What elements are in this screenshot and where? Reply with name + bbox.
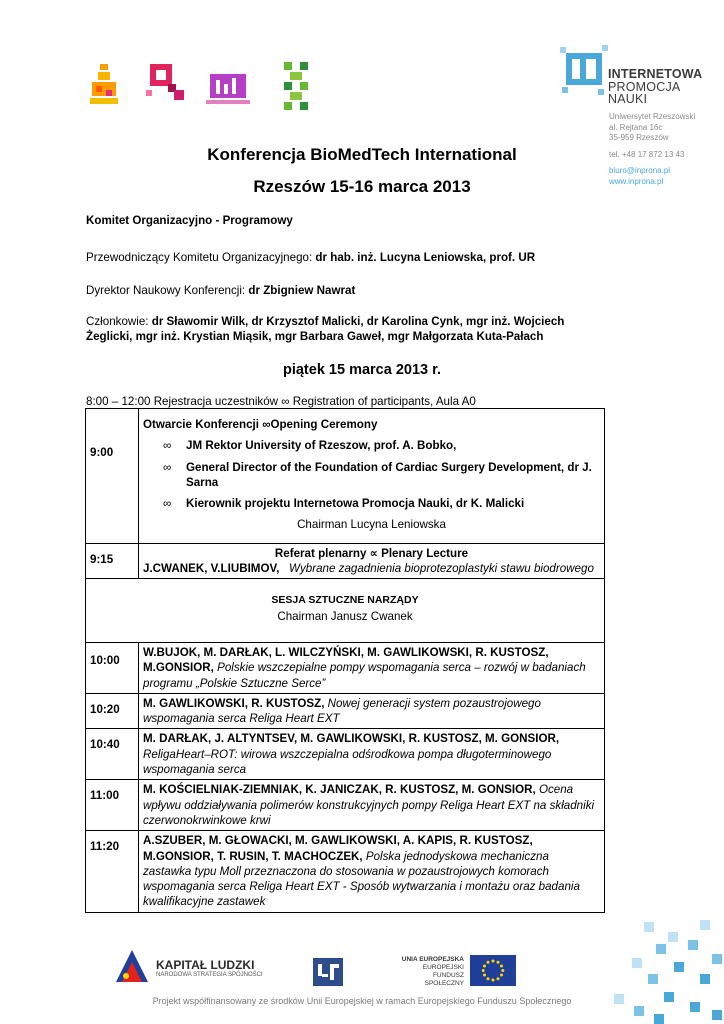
science-icons-logo xyxy=(88,60,328,116)
dna-icon xyxy=(284,62,308,110)
table-row xyxy=(86,729,605,780)
university-logo-icon xyxy=(313,958,343,986)
eu-flag-icon xyxy=(470,955,516,986)
table-row xyxy=(86,543,605,579)
time-cell: 9:00 xyxy=(86,409,139,544)
session-heading: SESJA SZTUCZNE NARZĄDY xyxy=(271,594,419,607)
table-row xyxy=(86,780,605,831)
table-row xyxy=(86,831,605,912)
opening-speakers xyxy=(143,438,600,511)
opening-chairman: Chairman Lucyna Leniowska xyxy=(297,518,446,532)
kapital-ludzki-title: KAPITAŁ LUDZKI xyxy=(156,958,255,972)
program-table xyxy=(85,408,605,913)
list-item: ∞ General Director of the Foundation of Cardiac Surgery Development, dr J. Sarna xyxy=(163,460,592,489)
committee-heading: Komitet Organizacyjno - Programowy xyxy=(86,214,293,227)
eu-text: UNIA EUROPEJSKA EUROPEJSKI FUNDUSZ SPOŁECZNY xyxy=(401,956,464,987)
list-item: ∞ JM Rektor University of Rzeszow, prof. A. Bobko, xyxy=(163,439,457,453)
committee-chair: Przewodniczący Komitetu Organizacyjnego: dr hab. inż. Lucyna Leniowska, prof. UR xyxy=(86,251,536,264)
list-item: ∞ Kierownik projektu Internetowa Promocja Nauki, dr K. Malicki xyxy=(163,497,525,511)
phone: tel. +48 17 872 13 43 xyxy=(609,149,685,159)
decorative-squares-icon xyxy=(604,918,724,1024)
website-link[interactable]: www.inprona.pl xyxy=(609,176,664,186)
magnifier-icon xyxy=(146,64,184,100)
footer-note: Projekt współfinansowany ze środków Unii Europejskiej w ramach Europejskiego Funduszu Społecznego xyxy=(152,996,572,1006)
kapital-ludzki-subtitle: NARODOWA STRATEGIA SPÓJNOŚCI xyxy=(156,972,263,978)
email-link[interactable]: biuro@inprona.pl xyxy=(609,166,671,175)
talk-cell: M. GAWLIKOWSKI, R. KUSTOSZ, Nowej generacji system pozaustrojowego wspomagania serca Religa Heart EXT xyxy=(139,693,605,729)
kapital-ludzki-logo-icon xyxy=(112,946,152,986)
session-cell xyxy=(86,579,605,643)
committee-members: Członkowie: dr Sławomir Wilk, dr Krzysztof Malicki, dr Karolina Cynk, mgr inż. Wojciech Żeglicki, mgr inż. Krystian Miąsik, mgr Barbara Gaweł, mgr Małgorzata Kuta-Pałach xyxy=(86,315,565,343)
talk-cell: W.BUJOK, M. DARŁAK, L. WILCZYŃSKI, M. GAWLIKOWSKI, R. KUSTOSZ, M.GONSIOR, Polskie wszczepialne pompy wspomagania serca – rozwój w badaniach programu „Polskie Sztuczne Serce” xyxy=(139,642,605,693)
address-line: 35-959 Rzeszów xyxy=(609,133,669,142)
time-cell: 9:15 xyxy=(86,543,139,579)
page-subtitle: Rzeszów 15-16 marca 2013 xyxy=(253,177,471,196)
time-cell: 10:00 xyxy=(86,642,139,693)
time-cell: 11:00 xyxy=(86,780,139,831)
scientific-director: Dyrektor Naukowy Konferencji: dr Zbigniew Nawrat xyxy=(86,284,356,297)
plenary-lecture: J.CWANEK, V.LIUBIMOV, Wybrane zagadnienia bioprotezoplastyki stawu biodrowego xyxy=(143,562,594,576)
address-line: Uniwersytet Rzeszowski xyxy=(609,112,696,121)
table-row xyxy=(86,693,605,729)
table-row xyxy=(86,579,605,643)
talk-cell: M. KOŚCIELNIAK-ZIEMNIAK, K. JANICZAK, R. KUSTOSZ, M. GONSIOR, Ocena wpływu oddziaływania polimerów konstrukcyjnych pompy Religa Heart EXT na składniki czerwonokrwinkowe krwi xyxy=(139,780,605,831)
time-cell: 10:40 xyxy=(86,729,139,780)
talk-cell: M. DARŁAK, J. ALTYNTSEV, M. GAWLIKOWSKI, R. KUSTOSZ, M. GONSIOR, ReligaHeart–ROT: wirowa wszczepialna odśrodkowa pompa długoterminowego wspomagania serca xyxy=(139,729,605,780)
time-cell: 11:20 xyxy=(86,831,139,912)
opening-cell xyxy=(139,409,605,544)
chart-icon xyxy=(206,74,250,104)
plenary-cell xyxy=(139,543,605,579)
table-row xyxy=(86,409,605,544)
brand-name: INTERNETOWA PROMOCJA NAUKI xyxy=(608,67,703,106)
inprona-logo-icon xyxy=(560,45,608,105)
talk-cell: A.SZUBER, M. GŁOWACKI, M. GAWLIKOWSKI, A. KAPIS, R. KUSTOSZ, M.GONSIOR, T. RUSIN, T. MACHOCZEK, Polska jednodyskowa mechaniczna zastawka typu Moll przeznaczona do stosowania w pozaustrojowych komorach wspomagania serca Religa Heart EXT - Sposób wytwarzania i montażu oraz badania kwalifikacyjne zastawek xyxy=(139,831,605,912)
address-line: al. Rejtana 16c xyxy=(609,122,663,132)
registration-line: 8:00 – 12:00 Rejestracja uczestników ∞ Registration of participants, Aula A0 xyxy=(86,395,476,408)
page-title: Konferencja BioMedTech International xyxy=(207,145,517,164)
table-row xyxy=(86,642,605,693)
flask-icon xyxy=(90,64,118,104)
plenary-heading: Referat plenarny ∝ Plenary Lecture xyxy=(274,546,469,560)
opening-heading: Otwarcie Konferencji ∞Opening Ceremony xyxy=(143,418,378,431)
time-cell: 10:20 xyxy=(86,693,139,729)
session-chairman: Chairman Janusz Cwanek xyxy=(277,609,413,623)
day-heading: piątek 15 marca 2013 r. xyxy=(282,362,441,378)
